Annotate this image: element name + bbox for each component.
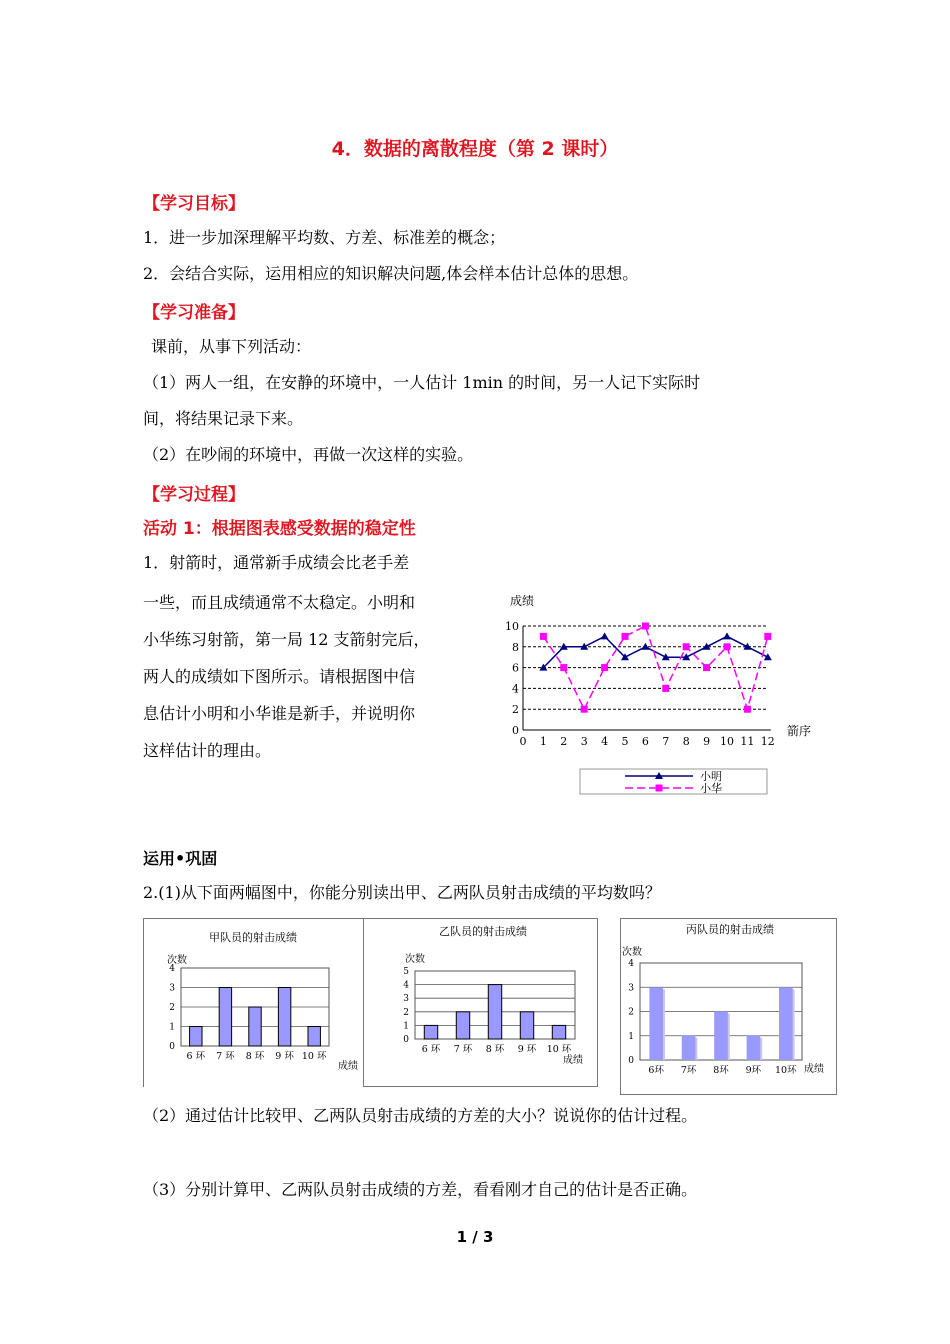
legend-marker	[656, 785, 663, 792]
x-tick-label: 4	[601, 735, 609, 748]
x-tick-label: 6 环	[186, 1051, 206, 1062]
question-1-line: 一些，而且成绩通常不太稳定。小明和	[143, 593, 416, 612]
yi-bar-chart	[363, 918, 598, 1087]
prep-intro: 课前，从事下列活动：	[151, 337, 312, 356]
x-tick-label: 10	[720, 735, 734, 748]
data-point	[540, 633, 547, 640]
data-point	[764, 633, 771, 640]
page-number: 1 / 3	[456, 1228, 494, 1246]
x-tick-label: 9 环	[517, 1044, 537, 1055]
score-line-chart	[500, 585, 830, 805]
legend-label: 小华	[700, 782, 722, 795]
bar	[682, 1036, 696, 1060]
x-tick-label: 7	[662, 735, 670, 748]
question-2-3: （3）分别计算甲、乙两队员射击成绩的方差，看看刚才自己的估计是否正确。	[143, 1180, 698, 1199]
chart-title: 乙队员的射击成绩	[439, 925, 527, 938]
x-tick-label: 10 环	[546, 1044, 572, 1055]
data-point	[743, 643, 751, 650]
prep-item-1-line2: 间，将结果记录下来。	[143, 409, 304, 428]
data-point	[724, 643, 731, 650]
data-point	[703, 664, 710, 671]
data-point	[601, 664, 608, 671]
legend-label: 小明	[700, 770, 722, 783]
y-tick-label: 0	[512, 724, 519, 737]
bar	[552, 1025, 565, 1039]
question-1-line: 息估计小明和小华谁是新手，并说明你	[143, 704, 416, 723]
question-1-line: 1．射箭时，通常新手成绩会比老手差	[143, 553, 410, 572]
y-tick-label: 4	[169, 964, 175, 974]
y-tick-label: 4	[403, 980, 409, 991]
bar	[747, 1036, 761, 1060]
x-axis-label: 箭序	[787, 724, 812, 738]
chart-title: 甲队员的射击成绩	[209, 931, 297, 944]
bar	[714, 1012, 728, 1061]
x-tick-label: 3	[580, 735, 588, 748]
y-tick-label: 4	[628, 959, 634, 969]
x-tick-label: 6环	[648, 1065, 664, 1076]
y-tick-label: 3	[403, 994, 409, 1005]
x-tick-label: 12	[760, 735, 775, 748]
y-tick-label: 5	[403, 967, 409, 977]
x-tick-label: 8 环	[485, 1044, 505, 1055]
bar	[520, 1012, 533, 1039]
x-tick-label: 6	[641, 735, 649, 748]
data-point	[683, 643, 690, 650]
x-tick-label: 8环	[713, 1065, 729, 1076]
jia-bar-chart	[143, 918, 364, 1087]
y-tick-label: 8	[512, 640, 519, 654]
prep-item-1-line1: （1）两人一组，在安静的环境中，一人估计 1min 的时间，另一人记下实际时	[143, 373, 701, 392]
data-point	[642, 623, 649, 630]
section-goal-heading: 【学习目标】	[143, 194, 245, 214]
y-axis-label: 次数	[405, 954, 425, 965]
goal-item-1: 1．进一步加深理解平均数、方差、标准差的概念；	[143, 228, 506, 247]
x-tick-label: 8 环	[245, 1051, 265, 1062]
x-tick-label: 9 环	[275, 1051, 294, 1062]
data-point	[703, 643, 711, 650]
x-axis-label: 成绩	[804, 1064, 824, 1075]
question-2-1: 2.(1)从下面两幅图中，你能分别读出甲、乙两队员射击成绩的平均数吗？	[143, 883, 661, 902]
data-point	[662, 685, 669, 692]
data-point	[723, 632, 731, 639]
y-tick-label: 1	[403, 1021, 409, 1032]
bar	[779, 987, 793, 1060]
x-tick-label: 10环	[775, 1065, 797, 1076]
bar	[456, 1012, 469, 1039]
y-tick-label: 2	[628, 1007, 634, 1018]
y-tick-label: 0	[628, 1056, 634, 1066]
x-tick-label: 7环	[680, 1065, 697, 1076]
data-point	[641, 643, 649, 650]
prep-item-2: （2）在吵闹的环境中，再做一次这样的实验。	[143, 445, 474, 464]
section-process-heading: 【学习过程】	[143, 485, 245, 505]
x-tick-label: 0	[519, 735, 527, 748]
y-tick-label: 2	[403, 1007, 409, 1018]
y-axis-label: 次数	[167, 955, 187, 966]
activity-1-heading: 活动 1：根据图表感受数据的稳定性	[143, 519, 416, 539]
data-point	[744, 706, 751, 713]
y-tick-label: 1	[169, 1022, 175, 1033]
y-tick-label: 0	[169, 1042, 175, 1052]
y-tick-label: 3	[628, 983, 634, 994]
legend-box	[580, 769, 767, 794]
data-point	[764, 653, 772, 660]
x-tick-label: 1	[539, 735, 547, 748]
x-tick-label: 10 环	[301, 1051, 327, 1062]
y-tick-label: 2	[169, 1003, 175, 1013]
y-tick-label: 10	[505, 620, 519, 633]
bing-bar-chart	[620, 918, 837, 1095]
data-point	[581, 706, 588, 713]
question-1-line: 小华练习射箭，第一局 12 支箭射完后，	[143, 630, 430, 649]
question-2-2: （2）通过估计比较甲、乙两队员射击成绩的方差的大小？说说你的估计过程。	[143, 1106, 698, 1125]
bar	[488, 985, 501, 1039]
bar	[249, 1007, 261, 1046]
x-tick-label: 7 环	[453, 1044, 473, 1055]
x-tick-label: 9环	[745, 1065, 762, 1076]
data-point	[622, 633, 629, 640]
y-axis-label: 成绩	[510, 594, 535, 608]
y-tick-label: 2	[512, 703, 519, 717]
bar	[219, 988, 231, 1047]
data-point	[601, 632, 609, 639]
x-tick-label: 8	[682, 735, 690, 748]
series-line	[543, 636, 767, 667]
question-1-line: 这样估计的理由。	[143, 741, 272, 760]
bar	[190, 1027, 202, 1047]
x-tick-label: 9	[703, 735, 711, 748]
chart-title: 丙队员的射击成绩	[686, 923, 774, 936]
x-tick-label: 2	[560, 735, 568, 748]
y-tick-label: 6	[512, 661, 519, 675]
bar	[649, 987, 663, 1060]
x-axis-label: 成绩	[563, 1055, 583, 1066]
bar	[278, 988, 290, 1047]
y-tick-label: 3	[169, 983, 175, 994]
question-1-line: 两人的成绩如下图所示。请根据图中信	[143, 667, 416, 686]
y-axis-label: 次数	[622, 947, 642, 958]
goal-item-2: 2．会结合实际，运用相应的知识解决问题,体会样本估计总体的思想。	[143, 264, 639, 283]
x-tick-label: 5	[621, 735, 629, 748]
section-prep-heading: 【学习准备】	[143, 303, 245, 323]
y-tick-label: 4	[512, 682, 519, 696]
y-tick-label: 0	[403, 1035, 409, 1045]
page-title: 4．数据的离散程度（第 2 课时）	[331, 138, 619, 160]
data-point	[560, 664, 567, 671]
bar	[424, 1025, 437, 1039]
x-axis-label: 成绩	[338, 1061, 358, 1072]
x-tick-label: 6 环	[421, 1044, 441, 1055]
bar	[308, 1027, 320, 1047]
y-tick-label: 1	[628, 1031, 634, 1042]
x-tick-label: 7 环	[216, 1051, 235, 1062]
apply-heading: 运用•巩固	[143, 849, 218, 868]
x-tick-label: 11	[740, 735, 755, 748]
